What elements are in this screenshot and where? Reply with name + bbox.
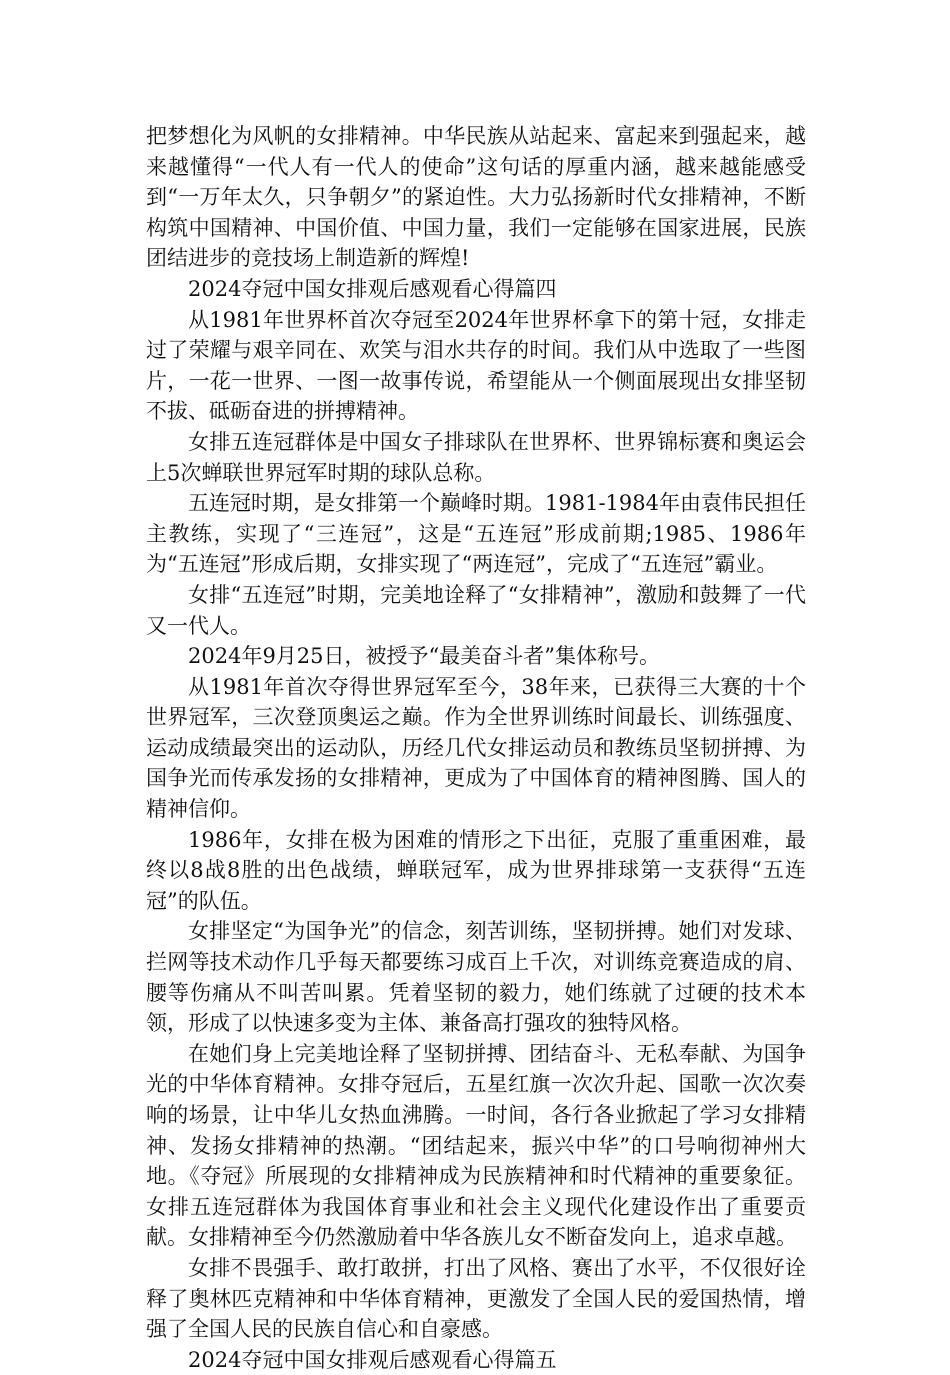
paragraph: 在她们身上完美地诠释了坚韧拼搏、团结奋斗、无私奉献、为国争光的中华体育精神。女排夺冠后，五星红旗一次次升起、国歌一次次奏响的场景，让中华儿女热血沸腾。一时间，各行各业掀起了学习女排精神、发扬女排精神的热潮。“团结起来，振兴中华”的口号响彻神州大地。《夺冠》所展现的女排精神成为民族精神和时代精神的重要象征。女排五连冠群体为我国体育事业和社会主义现代化建设作出了重要贡献。女排精神至今仍然激励着中华各族儿女不断奋发向上，追求卓越。 [146, 1041, 806, 1250]
paragraph: 女排五连冠群体是中国女子排球队在世界杯、世界锦标赛和奥运会上5次蝉联世界冠军时期的球队总称。 [146, 429, 806, 485]
paragraph: 女排坚定“为国争光”的信念，刻苦训练，坚韧拼搏。她们对发球、拦网等技术动作几乎每天都要练习成百上千次，对训练竞赛造成的肩、腰等伤痛从不叫苦叫累。凭着坚韧的毅力，她们练就了过硬的技术本领，形成了以快速多变为主体、兼备高打强攻的独特风格。 [146, 919, 806, 1036]
section-heading: 2024夺冠中国女排观后感观看心得篇五 [188, 1347, 557, 1372]
document-body [146, 121, 806, 1375]
paragraph: 2024年9月25日，被授予“最美奋斗者”集体称号。 [188, 644, 660, 669]
paragraph: 五连冠时期，是女排第一个巅峰时期。1981-1984年由袁伟民担任主教练，实现了“三连冠”，这是“五连冠”形成前期;1985、1986年为“五连冠”形成后期，女排实现了“两连冠”，完成了“五连冠”霸业。 [146, 491, 806, 577]
paragraph: 从1981年首次夺得世界冠军至今，38年来，已获得三大赛的十个世界冠军，三次登顶奥运之巅。作为全世界训练时间最长、训练强度、运动成绩最突出的运动队，历经几代女排运动员和教练员坚韧拼搏、为国争光而传承发扬的女排精神，更成为了中国体育的精神图腾、国人的精神信仰。 [146, 674, 806, 822]
paragraph: 把梦想化为风帆的女排精神。中华民族从站起来、富起来到强起来，越来越懂得“一代人有一代人的使命”这句话的厚重内涵，越来越能感受到“一万年太久，只争朝夕”的紧迫性。大力弘扬新时代女排精神，不断构筑中国精神、中国价值、中国力量，我们一定能够在国家进展，民族团结进步的竞技场上制造新的辉煌! [146, 124, 806, 271]
paragraph: 女排不畏强手、敢打敢拼，打出了风格、赛出了水平，不仅很好诠释了奥林匹克精神和中华体育精神，更激发了全国人民的爱国热情，增强了全国人民的民族自信心和自豪感。 [146, 1255, 806, 1342]
paragraph: 女排“五连冠”时期，完美地诠释了“女排精神”，激励和鼓舞了一代又一代人。 [146, 582, 806, 638]
paragraph: 从1981年世界杯首次夺冠至2024年世界杯拿下的第十冠，女排走过了荣耀与艰辛同在、欢笑与泪水共存的时间。我们从中选取了一些图片，一花一世界、一图一故事传说，希望能从一个侧面展现出女排坚韧不拔、砥砺奋进的拼搏精神。 [146, 307, 806, 424]
section-heading: 2024夺冠中国女排观后感观看心得篇四 [188, 276, 557, 301]
paragraph: 1986年，女排在极为困难的情形之下出征，克服了重重困难，最终以8战8胜的出色战绩，蝉联冠军，成为世界排球第一支获得“五连冠”的队伍。 [146, 827, 806, 913]
